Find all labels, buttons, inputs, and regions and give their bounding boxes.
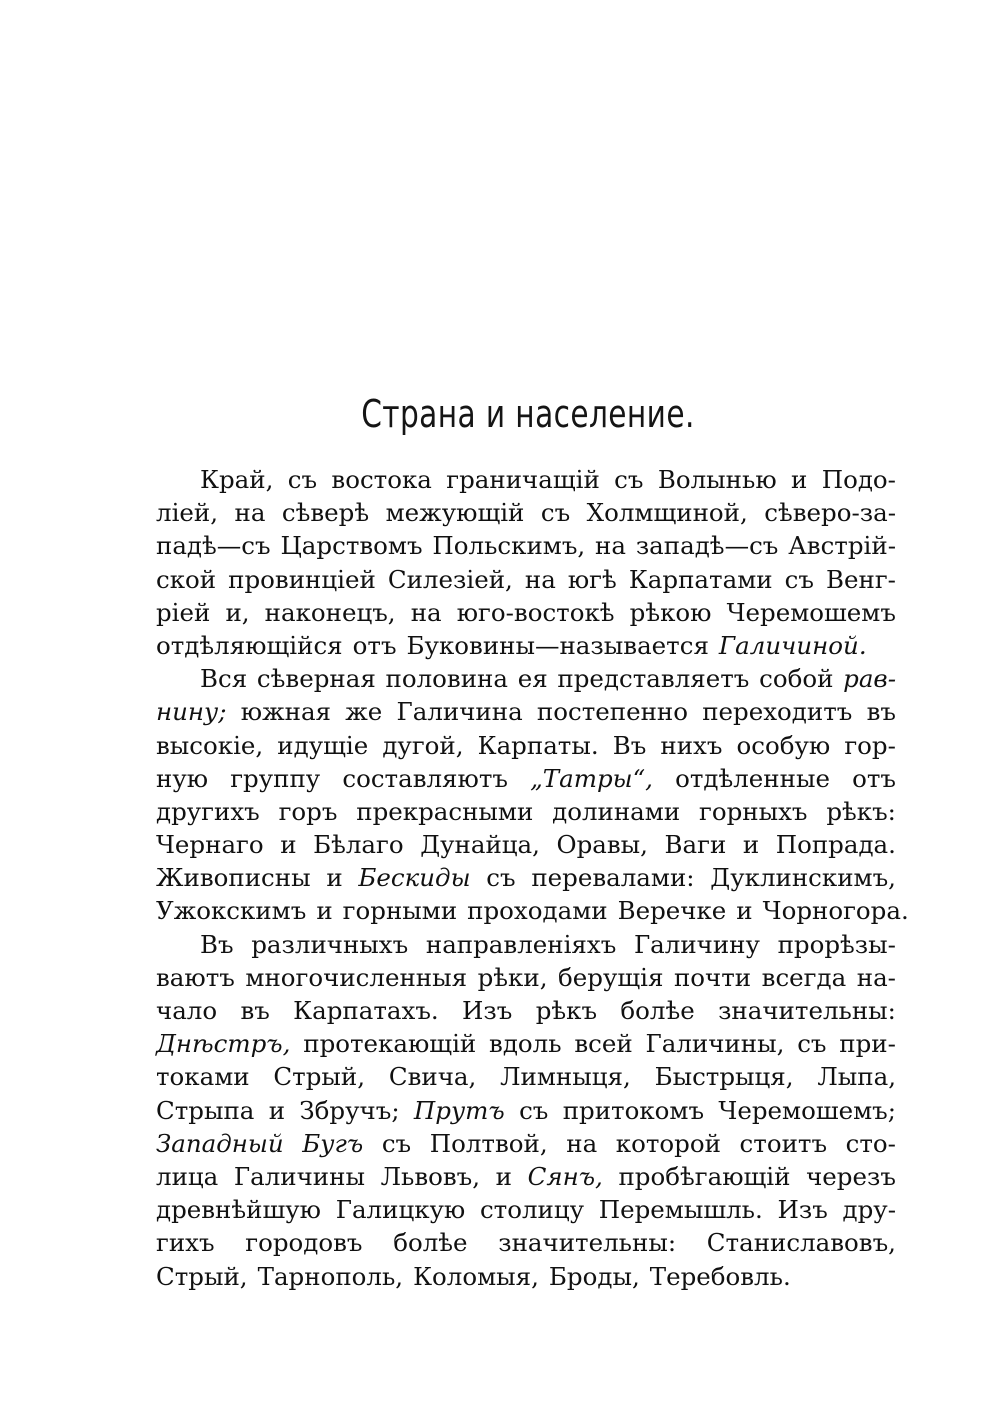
word: на bbox=[234, 498, 266, 528]
word: южная bbox=[240, 697, 332, 727]
word: лица bbox=[156, 1161, 219, 1191]
word: Днѣстръ, bbox=[156, 1029, 291, 1059]
word: Сянъ, bbox=[527, 1161, 603, 1191]
word: Перемышль. bbox=[598, 1195, 763, 1225]
word: съ bbox=[784, 564, 814, 594]
word: притокомъ bbox=[562, 1095, 705, 1125]
word: рѣки, bbox=[477, 962, 548, 992]
word: Буковины—называется bbox=[406, 630, 709, 660]
word: значительны: bbox=[718, 996, 896, 1025]
word: Теребовль. bbox=[649, 1261, 791, 1291]
word: горныхъ bbox=[699, 796, 808, 826]
word: отъ bbox=[852, 763, 896, 793]
text-line bbox=[156, 795, 896, 828]
word: постепенно bbox=[536, 697, 688, 727]
word: Тарнополь, bbox=[257, 1261, 404, 1291]
word: Карпатахъ. bbox=[293, 996, 439, 1025]
word: Стрыпа bbox=[156, 1095, 255, 1125]
word: Львовъ, bbox=[380, 1161, 481, 1191]
word: съ bbox=[797, 1029, 827, 1059]
word: и bbox=[736, 896, 753, 926]
text-line bbox=[156, 1226, 896, 1259]
word: межующій bbox=[385, 498, 525, 528]
word: протекающій bbox=[303, 1029, 477, 1059]
word: Венг- bbox=[825, 564, 896, 594]
word: Въ bbox=[200, 929, 234, 959]
word: Силезіей, bbox=[387, 564, 513, 594]
word: Быстрыця, bbox=[654, 1062, 794, 1092]
word: Ужокскимъ bbox=[156, 896, 307, 926]
word: идущіе bbox=[277, 730, 369, 760]
word: и bbox=[742, 830, 760, 860]
word: Дуклинскимъ, bbox=[710, 863, 896, 893]
word: Попрада. bbox=[775, 830, 896, 860]
word: и bbox=[280, 830, 297, 860]
text-line bbox=[156, 1260, 896, 1293]
word: съ bbox=[519, 1095, 549, 1125]
word: Въ bbox=[612, 730, 647, 760]
word: дру- bbox=[842, 1195, 896, 1225]
word: Станиславовъ, bbox=[706, 1228, 896, 1258]
word: Свича, bbox=[388, 1062, 477, 1092]
word: ліей, bbox=[156, 498, 219, 528]
word: ваютъ bbox=[156, 962, 235, 992]
text-line bbox=[156, 762, 896, 795]
word: Подо- bbox=[821, 465, 896, 494]
word: Чернаго bbox=[156, 830, 264, 860]
text-line bbox=[156, 629, 896, 662]
word: рѣкъ: bbox=[826, 796, 896, 826]
text-line bbox=[156, 695, 896, 728]
word: нину; bbox=[156, 697, 227, 727]
word: въ bbox=[240, 996, 270, 1025]
word: Стрый, bbox=[156, 1261, 248, 1291]
word: прекрасными bbox=[356, 796, 534, 826]
word: ріей bbox=[156, 597, 211, 627]
word: токами bbox=[156, 1062, 250, 1092]
word: Коломыя, bbox=[413, 1261, 539, 1291]
word: прорѣзы- bbox=[777, 929, 896, 959]
word: на bbox=[410, 597, 442, 627]
word: Бескиды bbox=[358, 863, 471, 893]
word: Дунайца, bbox=[420, 830, 540, 860]
word: Царствомъ bbox=[280, 531, 423, 561]
word: проходами bbox=[467, 896, 608, 926]
word: Черемошемъ; bbox=[718, 1095, 896, 1125]
word: и bbox=[495, 1161, 513, 1191]
word: на bbox=[524, 564, 556, 594]
text-line bbox=[156, 828, 896, 861]
word: Ваги bbox=[664, 830, 727, 860]
text-line bbox=[156, 729, 896, 762]
word: провинціей bbox=[228, 564, 376, 594]
word: Вся bbox=[200, 664, 248, 694]
word: группу bbox=[230, 763, 321, 793]
word: вдоль bbox=[489, 1029, 562, 1059]
word: Изъ bbox=[462, 996, 513, 1025]
text-line bbox=[156, 1094, 896, 1127]
word: востока bbox=[331, 465, 432, 494]
word: Холмщиной, bbox=[586, 498, 748, 528]
word: гор- bbox=[844, 730, 896, 760]
word: съ bbox=[540, 498, 571, 528]
word: сѣверѣ bbox=[281, 498, 370, 528]
word: значительны: bbox=[498, 1228, 677, 1258]
word: съ bbox=[287, 465, 318, 494]
word: Прутъ bbox=[413, 1095, 505, 1125]
word: всегда bbox=[761, 962, 847, 992]
word: и bbox=[791, 465, 808, 494]
word: почти bbox=[673, 962, 752, 992]
word: ской bbox=[156, 564, 217, 594]
word: дугой, bbox=[382, 730, 464, 760]
word: отдѣленные bbox=[675, 763, 830, 793]
word: падѣ—съ bbox=[156, 531, 271, 561]
word: всей bbox=[574, 1029, 633, 1059]
word: берущія bbox=[558, 962, 664, 992]
word: стоитъ bbox=[739, 1128, 828, 1158]
word: переходитъ bbox=[702, 697, 853, 727]
word: Полтвой, bbox=[429, 1128, 548, 1158]
word: другихъ bbox=[156, 796, 260, 826]
text-line bbox=[156, 496, 896, 529]
text-line bbox=[156, 961, 896, 994]
word: составляютъ bbox=[342, 763, 508, 793]
text-line bbox=[156, 1193, 896, 1226]
word: особую bbox=[736, 730, 831, 760]
word: Польскимъ, bbox=[432, 531, 586, 561]
word: рѣкою bbox=[629, 597, 712, 627]
word: Карпаты. bbox=[477, 730, 599, 760]
word: Галичины, bbox=[645, 1029, 785, 1059]
word: высокіе, bbox=[156, 730, 264, 760]
word: собой bbox=[759, 664, 834, 694]
word: при- bbox=[839, 1029, 896, 1059]
word: перевалами: bbox=[531, 863, 695, 893]
word: Западный bbox=[156, 1128, 284, 1158]
word: древнѣйшую bbox=[156, 1195, 322, 1225]
word: и bbox=[268, 1095, 286, 1125]
word: болѣе bbox=[620, 996, 695, 1025]
word: Волынью bbox=[657, 465, 777, 494]
text-line bbox=[156, 463, 896, 496]
word: Австрій- bbox=[788, 531, 896, 561]
text-line bbox=[156, 529, 896, 562]
word: Веречке bbox=[617, 896, 727, 926]
word: съ bbox=[381, 1128, 412, 1158]
word: столицу bbox=[479, 1195, 585, 1225]
word: граничащій bbox=[446, 465, 600, 494]
word: Бугъ bbox=[302, 1128, 364, 1158]
word: Оравы, bbox=[556, 830, 648, 860]
word: наконецъ, bbox=[264, 597, 396, 627]
text-line bbox=[156, 928, 896, 961]
word: и bbox=[326, 863, 343, 893]
word: рѣкъ bbox=[535, 996, 598, 1025]
word: долинами bbox=[552, 796, 681, 826]
text-line bbox=[156, 1127, 896, 1160]
text-line bbox=[156, 563, 896, 596]
word: Броды, bbox=[548, 1261, 640, 1291]
text-line bbox=[156, 1027, 896, 1060]
word: ея bbox=[517, 664, 548, 694]
word: которой bbox=[615, 1128, 721, 1158]
word: Край, bbox=[200, 465, 274, 494]
text-line bbox=[156, 596, 896, 629]
page-title: Страна и население. bbox=[361, 392, 695, 436]
word: Чорногора. bbox=[762, 896, 909, 926]
text-line bbox=[156, 662, 896, 695]
word: городовъ bbox=[245, 1228, 363, 1258]
word: Галичиной. bbox=[718, 630, 867, 660]
word: гихъ bbox=[156, 1228, 215, 1258]
word: горными bbox=[342, 896, 458, 926]
word: Лимныця, bbox=[500, 1062, 631, 1092]
word: болѣе bbox=[393, 1228, 468, 1258]
word: Галичину bbox=[633, 929, 760, 959]
word: ную bbox=[156, 763, 209, 793]
word: многочисленныя bbox=[245, 962, 468, 992]
word: отъ bbox=[352, 630, 397, 660]
word: Бѣлаго bbox=[313, 830, 404, 860]
word: съ bbox=[614, 465, 644, 494]
word: сѣверо-за- bbox=[764, 498, 896, 528]
text-line bbox=[156, 894, 909, 927]
word: направленіяхъ bbox=[425, 929, 617, 959]
word: на bbox=[566, 1128, 598, 1158]
word: Лыпа, bbox=[817, 1062, 896, 1092]
word: съ bbox=[486, 863, 516, 893]
word: Изъ bbox=[777, 1195, 828, 1225]
word: пробѣгающій bbox=[618, 1161, 791, 1191]
word: Збручъ; bbox=[299, 1095, 400, 1125]
word: западѣ—съ bbox=[635, 531, 779, 561]
word: Галичины bbox=[233, 1161, 365, 1191]
word: Карпатами bbox=[628, 564, 773, 594]
word: Галицкую bbox=[335, 1195, 466, 1225]
word: половина bbox=[385, 664, 508, 694]
word: горъ bbox=[278, 796, 338, 826]
word: сто- bbox=[845, 1128, 896, 1158]
text-line bbox=[156, 1060, 896, 1093]
word: на- bbox=[856, 962, 896, 992]
word: и, bbox=[225, 597, 250, 627]
word: Стрый, bbox=[273, 1062, 366, 1092]
word: „Татры“, bbox=[530, 763, 653, 793]
word: представляетъ bbox=[557, 664, 750, 694]
word: югѣ bbox=[567, 564, 617, 594]
word: нихъ bbox=[660, 730, 723, 760]
body-text bbox=[156, 463, 909, 1293]
text-line bbox=[156, 1160, 896, 1193]
word: чало bbox=[156, 996, 218, 1025]
word: въ bbox=[866, 697, 896, 727]
word: и bbox=[316, 896, 333, 926]
word: на bbox=[595, 531, 626, 561]
word: Живописны bbox=[156, 863, 311, 893]
word: Галичина bbox=[396, 697, 523, 727]
text-line bbox=[156, 861, 896, 894]
word: отдѣляющійся bbox=[156, 630, 343, 660]
word: различныхъ bbox=[251, 929, 409, 959]
word: Черемошемъ bbox=[726, 597, 896, 627]
word: черезъ bbox=[806, 1161, 896, 1191]
word: сѣверная bbox=[256, 664, 376, 694]
word: же bbox=[345, 697, 383, 727]
word: юго-востокѣ bbox=[456, 597, 615, 627]
word: рав- bbox=[843, 664, 896, 694]
text-line bbox=[156, 994, 896, 1027]
